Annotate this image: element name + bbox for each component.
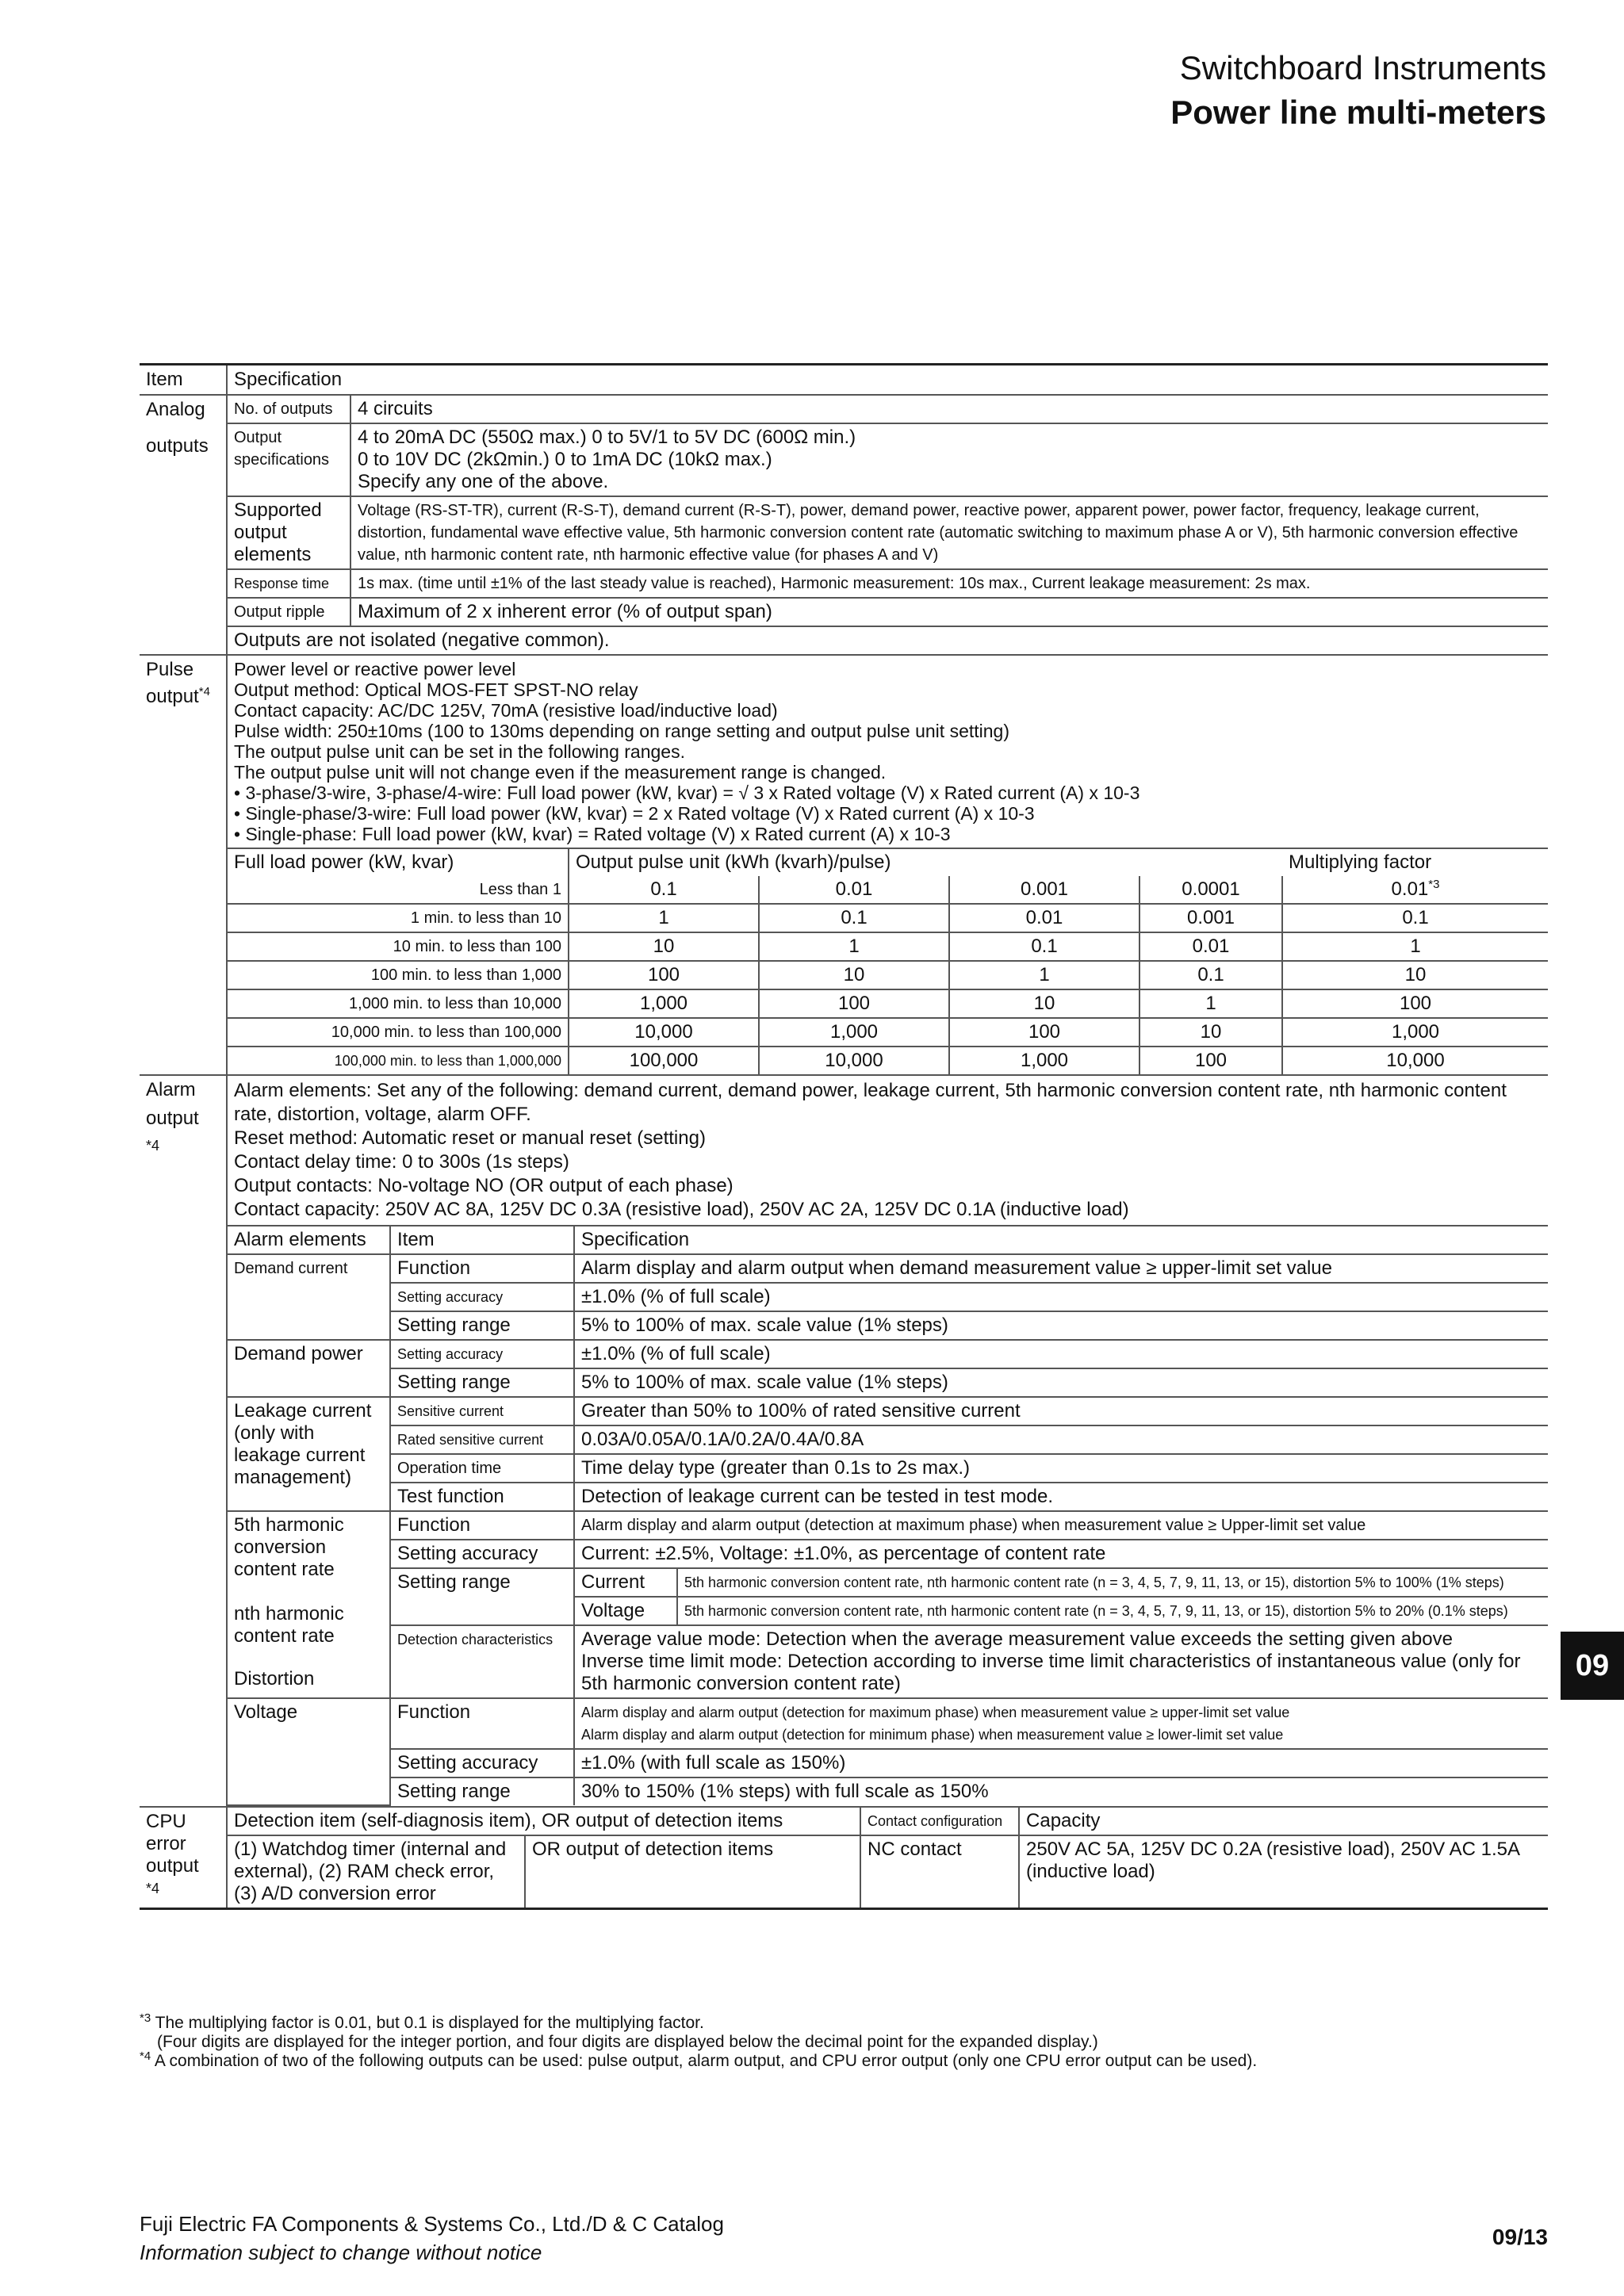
pulse-unit-3-text: 1,000 bbox=[1020, 1050, 1069, 1071]
pulse-col-full-load: Full load power (kW, kvar) bbox=[228, 848, 569, 876]
pulse-mult-text: 1 bbox=[1410, 936, 1421, 957]
analog-spec bbox=[227, 395, 1548, 655]
pulse-range-text: 1,000 min. to less than 10,000 bbox=[349, 995, 561, 1012]
pulse-mult bbox=[1282, 961, 1548, 989]
pulse-unit-1 bbox=[569, 989, 759, 1018]
pulse-unit-1-text: 1 bbox=[658, 907, 669, 928]
pulse-unit-2-text: 10 bbox=[843, 964, 865, 985]
spec-table-wrapper bbox=[140, 363, 1548, 1910]
pulse-rows bbox=[228, 876, 1548, 1074]
pulse-unit-3-text: 0.01 bbox=[1025, 907, 1063, 928]
dp-range-row bbox=[228, 1368, 1548, 1397]
h-detect-label: Detection characteristics bbox=[390, 1625, 574, 1698]
pulse-unit-1 bbox=[569, 1047, 759, 1074]
footnote-3-mark: *3 bbox=[140, 2011, 151, 2025]
alarm-table-header bbox=[228, 1226, 1548, 1254]
footnote-4-text: A combination of two of the following outputs can be used: pulse output, alarm output, and CPU error output (only one CPU error output can be used). bbox=[154, 2052, 1258, 2070]
lc-test-label: Test function bbox=[390, 1483, 574, 1511]
pulse-col-mult: Multiplying factor bbox=[1282, 848, 1548, 876]
pulse-table-row bbox=[228, 989, 1548, 1018]
cpu-or-output: OR output of detection items bbox=[525, 1835, 860, 1908]
pulse-range bbox=[228, 1018, 569, 1047]
pulse-unit-1-text: 10 bbox=[653, 936, 675, 957]
h-detect-value: Average value mode: Detection when the average measurement value exceeds the setting given above Inverse time limit mode: Detection according to inverse time limit characteristics of instantaneous value (only for 5th harmonic conversion content rate) bbox=[574, 1625, 1548, 1698]
pulse-range-text: 10,000 min. to less than 100,000 bbox=[331, 1024, 561, 1041]
pulse-unit-3-text: 1 bbox=[1039, 964, 1050, 985]
alarm-col-item: Item bbox=[390, 1226, 574, 1254]
lc-sensitive-row bbox=[228, 1397, 1548, 1425]
ripple-label: Output ripple bbox=[228, 598, 350, 626]
pulse-unit-4 bbox=[1139, 989, 1282, 1018]
lc-sensitive-label: Sensitive current bbox=[390, 1397, 574, 1425]
h-accuracy-label: Setting accuracy bbox=[390, 1540, 574, 1568]
harmn-label: nth harmonic content rate bbox=[234, 1603, 344, 1647]
pulse-item-line2: output bbox=[146, 686, 199, 707]
cpu-spec bbox=[227, 1807, 1548, 1909]
response-label: Response time bbox=[228, 569, 350, 598]
pulse-item bbox=[140, 655, 227, 1075]
pulse-mult-text: 0.1 bbox=[1402, 907, 1429, 928]
cpu-capacity: 250V AC 5A, 125V DC 0.2A (resistive load), 250V AC 1.5A (inductive load) bbox=[1019, 1835, 1548, 1908]
table-header-row bbox=[140, 365, 1548, 396]
analog-outspec-row bbox=[228, 423, 1548, 496]
v-function-value: Alarm display and alarm output (detection for maximum phase) when measurement value ≥ upper-limit set value Alarm display and alarm output (detection for minimum phase) when measurement value ≥ lower-limit set value bbox=[574, 1698, 1548, 1749]
pulse-unit-3-text: 100 bbox=[1028, 1021, 1061, 1043]
alarm-row bbox=[140, 1075, 1548, 1807]
analog-row bbox=[140, 395, 1548, 655]
pulse-unit-4 bbox=[1139, 1018, 1282, 1047]
pulse-unit-2-text: 0.1 bbox=[841, 907, 868, 928]
dc-function-row bbox=[228, 1254, 1548, 1283]
pulse-range bbox=[228, 876, 569, 904]
h-function-value: Alarm display and alarm output (detection at maximum phase) when measurement value ≥ Upper-limit set value bbox=[574, 1511, 1548, 1540]
pulse-mult bbox=[1282, 876, 1548, 904]
page-number: 09/13 bbox=[1492, 2225, 1548, 2249]
cpu-contact: NC contact bbox=[860, 1835, 1019, 1908]
pulse-unit-2 bbox=[759, 932, 949, 961]
pulse-mult bbox=[1282, 989, 1548, 1018]
pulse-table-row bbox=[228, 961, 1548, 989]
analog-num-row bbox=[228, 396, 1548, 423]
pulse-unit-1 bbox=[569, 961, 759, 989]
pulse-range-text: 1 min. to less than 10 bbox=[410, 909, 561, 927]
footer-company: Fuji Electric FA Components & Systems Co., Ltd./D & C Catalog bbox=[140, 2212, 724, 2236]
pulse-item-sup: *4 bbox=[198, 685, 210, 698]
footnotes bbox=[140, 2011, 1551, 2071]
pulse-unit-3 bbox=[949, 932, 1139, 961]
pulse-unit-2 bbox=[759, 1018, 949, 1047]
pulse-range-text: 100 min. to less than 1,000 bbox=[370, 966, 561, 984]
pulse-unit-4-text: 0.001 bbox=[1186, 907, 1235, 928]
alarm-spec bbox=[227, 1075, 1548, 1807]
harm-spacer-2 bbox=[234, 1647, 383, 1668]
footer-note: Information subject to change without notice bbox=[140, 2241, 542, 2264]
pulse-table-row bbox=[228, 932, 1548, 961]
alarm-item-line2: output bbox=[146, 1108, 199, 1129]
header-title: Switchboard Instruments bbox=[1179, 49, 1546, 86]
lc-element: Leakage current (only with leakage current management) bbox=[228, 1397, 390, 1511]
h-current-row bbox=[228, 1568, 1548, 1597]
pulse-unit-1-text: 10,000 bbox=[634, 1021, 693, 1043]
pulse-unit-1 bbox=[569, 904, 759, 932]
pulse-mult bbox=[1282, 1018, 1548, 1047]
pulse-unit-3 bbox=[949, 1047, 1139, 1074]
pulse-unit-4 bbox=[1139, 904, 1282, 932]
pulse-unit-3 bbox=[949, 904, 1139, 932]
pulse-table-row bbox=[228, 1018, 1548, 1047]
alarm-item bbox=[140, 1075, 227, 1807]
pulse-unit-4 bbox=[1139, 961, 1282, 989]
footnote-3-text: The multiplying factor is 0.01, but 0.1 is displayed for the multiplying factor. bbox=[155, 2014, 704, 2032]
pulse-unit-4-text: 1 bbox=[1205, 993, 1216, 1014]
num-outputs-label: No. of outputs bbox=[228, 396, 350, 423]
cpu-item-line1: CPU bbox=[146, 1811, 186, 1832]
section-tab: 09 bbox=[1561, 1632, 1624, 1700]
pulse-range bbox=[228, 961, 569, 989]
footnote-3b: (Four digits are displayed for the integer portion, and four digits are displayed below the decimal point for the expanded display.) bbox=[157, 2033, 1098, 2051]
dc-accuracy-label: Setting accuracy bbox=[390, 1283, 574, 1311]
h-current-value: 5th harmonic conversion content rate, nth harmonic content rate (n = 3, 4, 5, 7, 9, 11, 13, or 15), distortion 5% to 100% (1% steps) bbox=[677, 1568, 1548, 1597]
cpu-item-line3: output bbox=[146, 1855, 199, 1877]
footnote-4-mark: *4 bbox=[140, 2049, 151, 2063]
spec-table bbox=[140, 363, 1548, 1910]
lc-rated-value: 0.03A/0.05A/0.1A/0.2A/0.4A/0.8A bbox=[574, 1425, 1548, 1454]
pulse-range bbox=[228, 904, 569, 932]
lc-time-row bbox=[228, 1454, 1548, 1483]
cpu-item-sup: *4 bbox=[146, 1881, 160, 1896]
v-range-value: 30% to 150% (1% steps) with full scale as 150% bbox=[574, 1777, 1548, 1805]
output-spec-label: Output specifications bbox=[228, 423, 350, 496]
response-value: 1s max. (time until ±1% of the last steady value is reached), Harmonic measurement: 10s max., Current leakage measurement: 2s max. bbox=[350, 569, 1548, 598]
lc-sensitive-value: Greater than 50% to 100% of rated sensitive current bbox=[574, 1397, 1548, 1425]
pulse-unit-3 bbox=[949, 1018, 1139, 1047]
cpu-item-line2: error bbox=[146, 1833, 186, 1854]
analog-response-row bbox=[228, 569, 1548, 598]
pulse-unit-2-text: 1 bbox=[848, 936, 860, 957]
pulse-col-unit: Output pulse unit (kWh (kvarh)/pulse) bbox=[569, 848, 1282, 876]
pulse-table bbox=[228, 848, 1548, 1074]
dc-range-label: Setting range bbox=[390, 1311, 574, 1340]
harmonics-element bbox=[228, 1511, 390, 1698]
supported-value: Voltage (RS-ST-TR), current (R-S-T), demand current (R-S-T), power, demand power, reactive power, apparent power, power factor, frequency, leakage current, distortion, fundamental wave effective value, 5th harmonic conversion content rate (automatic switching to maximum phase A or V), 5th harmonic conversion effective value, nth harmonic content rate, nth harmonic effective value (for phases A and V) bbox=[350, 496, 1548, 569]
pulse-text: Power level or reactive power level Output method: Optical MOS-FET SPST-NO relay Contact capacity: AC/DC 125V, 70mA (resistive load/inductive load) Pulse width: 250±10ms (100 to 130ms depending on range setting and output pulse unit setting) The output pulse unit can be set in the following ranges. The output pulse unit will not change even if the measurement range is changed. • 3-phase/3-wire, 3-phase/4-wire: Full load power (kW, kvar) = √ 3 x Rated voltage (V) x Rated current (A) x 10-3 • Single-phase/3-wire: Full load power (kW, kvar) = 2 x Rated voltage (V) x Rated current (A) x 10-3 • Single-phase: Full load power (kW, kvar) = Rated voltage (V) x Rated current (A) x 10-3 bbox=[234, 659, 1140, 844]
pulse-unit-3-text: 0.1 bbox=[1031, 936, 1058, 957]
dp-accuracy-value: ±1.0% (% of full scale) bbox=[574, 1340, 1548, 1368]
pulse-unit-3 bbox=[949, 961, 1139, 989]
pulse-unit-2-text: 100 bbox=[837, 993, 871, 1014]
pulse-mult-sup: *3 bbox=[1428, 878, 1440, 891]
pulse-unit-2 bbox=[759, 961, 949, 989]
pulse-mult-text: 10,000 bbox=[1386, 1050, 1445, 1071]
pulse-table-header bbox=[228, 848, 1548, 876]
cpu-col-capacity: Capacity bbox=[1019, 1808, 1548, 1835]
lc-time-label: Operation time bbox=[390, 1454, 574, 1483]
voltage-element: Voltage bbox=[228, 1698, 390, 1805]
pulse-unit-3-text: 10 bbox=[1033, 993, 1055, 1014]
h-voltage-label: Voltage bbox=[574, 1597, 677, 1625]
pulse-table-row bbox=[228, 904, 1548, 932]
dc-element: Demand current bbox=[228, 1254, 390, 1340]
pulse-spec bbox=[227, 655, 1548, 1075]
pulse-mult-text: 0.01 bbox=[1391, 878, 1429, 900]
pulse-range bbox=[228, 989, 569, 1018]
alarm-item-line1: Alarm bbox=[146, 1079, 196, 1100]
cpu-table-header bbox=[228, 1808, 1548, 1835]
alarm-table bbox=[228, 1225, 1548, 1806]
dp-accuracy-label: Setting accuracy bbox=[390, 1340, 574, 1368]
pulse-table-row bbox=[228, 1047, 1548, 1074]
cpu-col-detection: Detection item (self-diagnosis item), OR output of detection items bbox=[228, 1808, 860, 1835]
cpu-values-row bbox=[228, 1835, 1548, 1908]
pulse-unit-1 bbox=[569, 876, 759, 904]
pulse-unit-1 bbox=[569, 932, 759, 961]
analog-isolation-row bbox=[228, 626, 1548, 654]
pulse-unit-2 bbox=[759, 904, 949, 932]
pulse-unit-1-text: 100,000 bbox=[629, 1050, 699, 1071]
pulse-unit-4 bbox=[1139, 932, 1282, 961]
dc-range-row bbox=[228, 1311, 1548, 1340]
footnote-3 bbox=[140, 2011, 1551, 2033]
pulse-unit-1-text: 1,000 bbox=[639, 993, 688, 1014]
alarm-col-spec: Specification bbox=[574, 1226, 1548, 1254]
dc-range-value: 5% to 100% of max. scale value (1% steps) bbox=[574, 1311, 1548, 1340]
analog-item bbox=[140, 395, 227, 655]
header-spec: Specification bbox=[227, 365, 1548, 396]
cpu-row bbox=[140, 1807, 1548, 1909]
dc-accuracy-row bbox=[228, 1283, 1548, 1311]
footnote-4 bbox=[140, 2049, 1551, 2071]
analog-item-line2: outputs bbox=[146, 435, 209, 457]
h-voltage-value: 5th harmonic conversion content rate, nth harmonic content rate (n = 3, 4, 5, 7, 9, 11, 13, or 15), distortion 5% to 20% (0.1% steps) bbox=[677, 1597, 1548, 1625]
cpu-detection: (1) Watchdog timer (internal and external), (2) RAM check error, (3) A/D conversion error bbox=[228, 1835, 525, 1908]
pulse-unit-2-text: 10,000 bbox=[825, 1050, 883, 1071]
pulse-mult-text: 100 bbox=[1399, 993, 1432, 1014]
pulse-unit-2 bbox=[759, 989, 949, 1018]
pulse-unit-3 bbox=[949, 989, 1139, 1018]
v-range-label: Setting range bbox=[390, 1777, 574, 1805]
header-item: Item bbox=[140, 365, 227, 396]
pulse-unit-4-text: 0.01 bbox=[1192, 936, 1230, 957]
dc-function-value: Alarm display and alarm output when demand measurement value ≥ upper-limit set value bbox=[574, 1254, 1548, 1283]
pulse-unit-2-text: 0.01 bbox=[835, 878, 873, 900]
pulse-mult-text: 10 bbox=[1404, 964, 1427, 985]
pulse-mult bbox=[1282, 1047, 1548, 1074]
pulse-unit-4-text: 0.0001 bbox=[1182, 878, 1240, 900]
pulse-range-text: 100,000 min. to less than 1,000,000 bbox=[334, 1053, 561, 1069]
dp-accuracy-row bbox=[228, 1340, 1548, 1368]
pulse-range-text: Less than 1 bbox=[479, 881, 561, 898]
v-accuracy-value: ±1.0% (with full scale as 150%) bbox=[574, 1749, 1548, 1777]
v-function-label: Function bbox=[390, 1698, 574, 1749]
lc-rated-label: Rated sensitive current bbox=[390, 1425, 574, 1454]
h-accuracy-row bbox=[228, 1540, 1548, 1568]
pulse-unit-4 bbox=[1139, 876, 1282, 904]
ripple-value: Maximum of 2 x inherent error (% of output span) bbox=[350, 598, 1548, 626]
pulse-row bbox=[140, 655, 1548, 1075]
analog-item-line1: Analog bbox=[146, 399, 205, 420]
pulse-unit-4-text: 0.1 bbox=[1197, 964, 1224, 985]
supported-label: Supported output elements bbox=[228, 496, 350, 569]
h-accuracy-value: Current: ±2.5%, Voltage: ±1.0%, as percentage of content rate bbox=[574, 1540, 1548, 1568]
dp-element: Demand power bbox=[228, 1340, 390, 1397]
harm5-label: 5th harmonic conversion content rate bbox=[234, 1514, 344, 1580]
distortion-label: Distortion bbox=[234, 1668, 315, 1689]
pulse-range bbox=[228, 932, 569, 961]
v-function-row bbox=[228, 1698, 1548, 1749]
alarm-col-elements: Alarm elements bbox=[228, 1226, 390, 1254]
pulse-unit-3 bbox=[949, 876, 1139, 904]
pulse-range bbox=[228, 1047, 569, 1074]
pulse-item-line2-wrap bbox=[146, 686, 220, 708]
pulse-unit-1 bbox=[569, 1018, 759, 1047]
analog-ripple-row bbox=[228, 598, 1548, 626]
cpu-col-contact: Contact configuration bbox=[860, 1808, 1019, 1835]
h-current-label: Current bbox=[574, 1568, 677, 1597]
num-outputs-value: 4 circuits bbox=[350, 396, 1548, 423]
alarm-item-sup: *4 bbox=[146, 1138, 160, 1154]
h-range-label: Setting range bbox=[390, 1568, 574, 1625]
lc-rated-row bbox=[228, 1425, 1548, 1454]
pulse-mult bbox=[1282, 904, 1548, 932]
pulse-unit-4-text: 10 bbox=[1200, 1021, 1222, 1043]
analog-table bbox=[228, 396, 1548, 654]
lc-test-row bbox=[228, 1483, 1548, 1511]
dc-accuracy-value: ±1.0% (% of full scale) bbox=[574, 1283, 1548, 1311]
alarm-text: Alarm elements: Set any of the following: demand current, demand power, leakage current, 5th harmonic conversion content rate, nth harmonic content rate, distortion, voltage, alarm OFF. Reset method: Automatic reset or manual reset (setting) Contact delay time: 0 to 300s (1s steps) Output contacts: No-voltage NO (OR output of each phase) Contact capacity: 250V AC 8A, 125V DC 0.3A (resistive load), 250V AC 2A, 125V DC 0.1A (inductive load) bbox=[234, 1080, 1507, 1220]
dp-range-label: Setting range bbox=[390, 1368, 574, 1397]
pulse-unit-2 bbox=[759, 1047, 949, 1074]
isolation-value: Outputs are not isolated (negative common). bbox=[228, 626, 1548, 654]
pulse-unit-2-text: 1,000 bbox=[829, 1021, 879, 1043]
harm-spacer-1 bbox=[234, 1581, 383, 1603]
dc-function-label: Function bbox=[390, 1254, 574, 1283]
dp-range-value: 5% to 100% of max. scale value (1% steps) bbox=[574, 1368, 1548, 1397]
header-subtitle: Power line multi-meters bbox=[1170, 94, 1546, 131]
h-function-label: Function bbox=[390, 1511, 574, 1540]
pulse-unit-4 bbox=[1139, 1047, 1282, 1074]
pulse-unit-2 bbox=[759, 876, 949, 904]
pulse-unit-4-text: 100 bbox=[1194, 1050, 1228, 1071]
h-function-row bbox=[228, 1511, 1548, 1540]
pulse-unit-1-text: 100 bbox=[647, 964, 680, 985]
pulse-mult-text: 1,000 bbox=[1391, 1021, 1440, 1043]
pulse-table-row bbox=[228, 876, 1548, 904]
pulse-unit-3-text: 0.001 bbox=[1020, 878, 1069, 900]
analog-supported-row bbox=[228, 496, 1548, 569]
v-range-row bbox=[228, 1777, 1548, 1805]
pulse-item-line1: Pulse bbox=[146, 659, 194, 680]
cpu-item bbox=[140, 1807, 227, 1909]
pulse-mult bbox=[1282, 932, 1548, 961]
lc-time-value: Time delay type (greater than 0.1s to 2s max.) bbox=[574, 1454, 1548, 1483]
v-accuracy-row bbox=[228, 1749, 1548, 1777]
lc-test-value: Detection of leakage current can be tested in test mode. bbox=[574, 1483, 1548, 1511]
output-spec-value: 4 to 20mA DC (550Ω max.) 0 to 5V/1 to 5V DC (600Ω min.) 0 to 10V DC (2kΩmin.) 0 to 1mA DC (10kΩ max.) Specify any one of the above. bbox=[350, 423, 1548, 496]
pulse-range-text: 10 min. to less than 100 bbox=[393, 938, 561, 955]
v-accuracy-label: Setting accuracy bbox=[390, 1749, 574, 1777]
h-detect-row bbox=[228, 1625, 1548, 1698]
pulse-unit-1-text: 0.1 bbox=[650, 878, 677, 900]
cpu-table bbox=[228, 1808, 1548, 1908]
